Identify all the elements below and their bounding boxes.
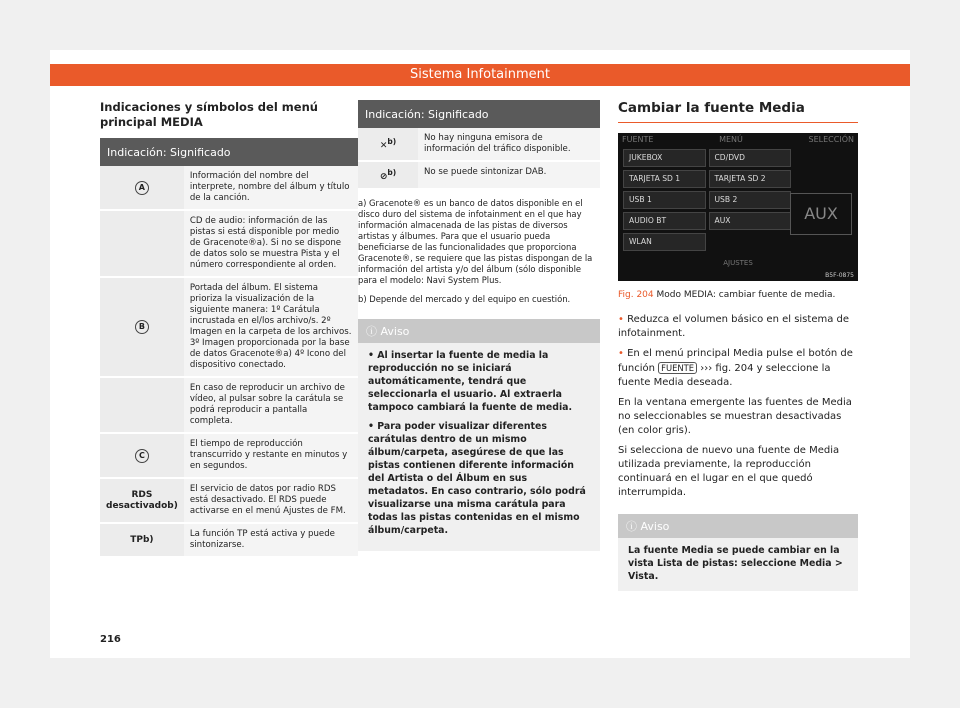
source-bt: AUDIO BT xyxy=(623,212,706,230)
settings-label: AJUSTES xyxy=(723,259,753,267)
source-jukebox: JUKEBOX xyxy=(623,149,706,167)
source-aux: AUX xyxy=(709,212,792,230)
source-usb2: USB 2 xyxy=(709,191,792,209)
row-value: El servicio de datos por radio RDS está desactivado. El RDS puede activarse en el menú Ajustes de FM. xyxy=(184,478,358,523)
source-wlan: WLAN xyxy=(623,233,706,251)
row-value: No hay ninguna emisora de información del tráfico disponible. xyxy=(418,128,600,161)
info-icon: ⓘ xyxy=(626,520,641,533)
row-key: TPb) xyxy=(100,523,184,557)
table-header: Indicación: Significado xyxy=(358,100,600,128)
row-key: A xyxy=(100,166,184,210)
paragraph: Si selecciona de nuevo una fuente de Media utilizada previamente, la reproducción continuará en el lugar en el que quedó interrumpida. xyxy=(618,445,840,498)
row-value: CD de audio: información de las pistas si está disponible por medio de Gracenote®a). Si no se dispone de datos solo se muestra Pista y el número correspondiente al orden. xyxy=(184,210,358,277)
notice-box-2 xyxy=(618,514,858,591)
row-value: No se puede sintonizar DAB. xyxy=(418,161,600,189)
footnote-b: b) Depende del mercado y del equipo en cuestión. xyxy=(358,294,571,304)
column-1 xyxy=(100,100,358,558)
row-key: B xyxy=(100,277,184,377)
section-title: Indicaciones y símbolos del menú principal MEDIA xyxy=(100,100,318,129)
info-icon: ⓘ xyxy=(366,325,381,338)
row-key: ✕$^{b)}$ xyxy=(358,128,418,161)
source-cd: CD/DVD xyxy=(709,149,792,167)
table-header: Indicación: Significado xyxy=(100,138,358,166)
row-value: La función TP está activa y puede sintonizarse. xyxy=(184,523,358,557)
notice-header: ⓘ Aviso xyxy=(618,514,858,538)
figure-code: B5F-0875 xyxy=(825,272,854,279)
indicator-table xyxy=(100,138,358,558)
row-value: Información del nombre del interprete, nombre del álbum y título de la canción. xyxy=(184,166,358,210)
section-title: Cambiar la fuente Media xyxy=(618,100,858,123)
notice-box xyxy=(358,319,600,551)
column-3 xyxy=(618,100,858,591)
no-traffic-icon: ✕ xyxy=(379,141,388,151)
row-key xyxy=(100,377,184,433)
no-dab-icon: ⊘ xyxy=(379,172,388,182)
notice-text: La fuente Media se puede cambiar en la vista Lista de pistas: seleccione Media > Vista. xyxy=(628,545,843,582)
step-2: • En el menú principal Media pulse el botón de función FUENTE ››› fig. 204 y seleccione la fuente Media deseada. xyxy=(618,348,853,388)
source-usb1: USB 1 xyxy=(623,191,706,209)
row-value: Portada del álbum. El sistema prioriza la visualización de la siguiente manera: 1º Carátula incrustada en el/los archivo/s. 2º Imagen en la carpeta de los archivos. 3º Imagen proporcionada por la base de datos Gracenote®a) 4º Icono del dispositivo conectado. xyxy=(184,277,358,377)
notice-item: • Al insertar la fuente de media la reproducción no se iniciará automáticamente, tendrá que seleccionarla el usuario. Al extraerla tampoco cambiará la fuente de media. xyxy=(368,350,573,413)
section-banner: Sistema Infotainment xyxy=(50,64,910,86)
aux-display: AUX xyxy=(790,193,852,235)
page-number: 216 xyxy=(100,634,121,645)
figure-caption: Fig. 204 Modo MEDIA: cambiar fuente de media. xyxy=(618,290,836,300)
footnote-a: a) Gracenote® es un banco de datos disponible en el disco duro del sistema de infotainment en el que hay información almacenada de las pistas de diversos artistas y álbumes. Para que el usuario pueda beneficiarse de las funcionalidades que proporciona Gracenote®, se requiere que las pistas dispongan de la información del artista y/o del álbum (sólo disponible para el modelo: Navi System Plus. xyxy=(358,198,593,285)
notice-header: ⓘ Aviso xyxy=(358,319,600,343)
row-key: ⊘$^{b)}$ xyxy=(358,161,418,189)
row-key: C xyxy=(100,433,184,478)
tab-seleccion: SELECCIÓN xyxy=(808,135,854,144)
source-sd1: TARJETA SD 1 xyxy=(623,170,706,188)
tab-menu: MENÚ xyxy=(719,135,743,144)
row-value: El tiempo de reproducción transcurrido y restante en minutos y en segundos. xyxy=(184,433,358,478)
notice-item: • Para poder visualizar diferentes carátulas dentro de un mismo álbum/carpeta, asegúrese de que las pistas contienen diferente información del Artista o del Álbum en sus metadatos. En caso contrario, sólo podrá visualizarse una misma carátula para todas las pistas contenidas en el mismo álbum/carpeta. xyxy=(368,421,586,536)
row-key: RDS desactivadob) xyxy=(100,478,184,523)
step-1: • Reduzca el volumen básico en el sistema de infotainment. xyxy=(618,314,850,339)
paragraph: En la ventana emergente las fuentes de Media no seleccionables se muestran desactivadas (en color gris). xyxy=(618,397,852,436)
indicator-table-2 xyxy=(358,100,600,190)
tab-fuente: FUENTE xyxy=(622,135,654,144)
row-key xyxy=(100,210,184,277)
column-2 xyxy=(358,100,600,551)
source-sd2: TARJETA SD 2 xyxy=(709,170,792,188)
row-value: En caso de reproducir un archivo de vídeo, al pulsar sobre la carátula se podrá reproducir a pantalla completa. xyxy=(184,377,358,433)
media-screen-figure xyxy=(618,133,858,281)
